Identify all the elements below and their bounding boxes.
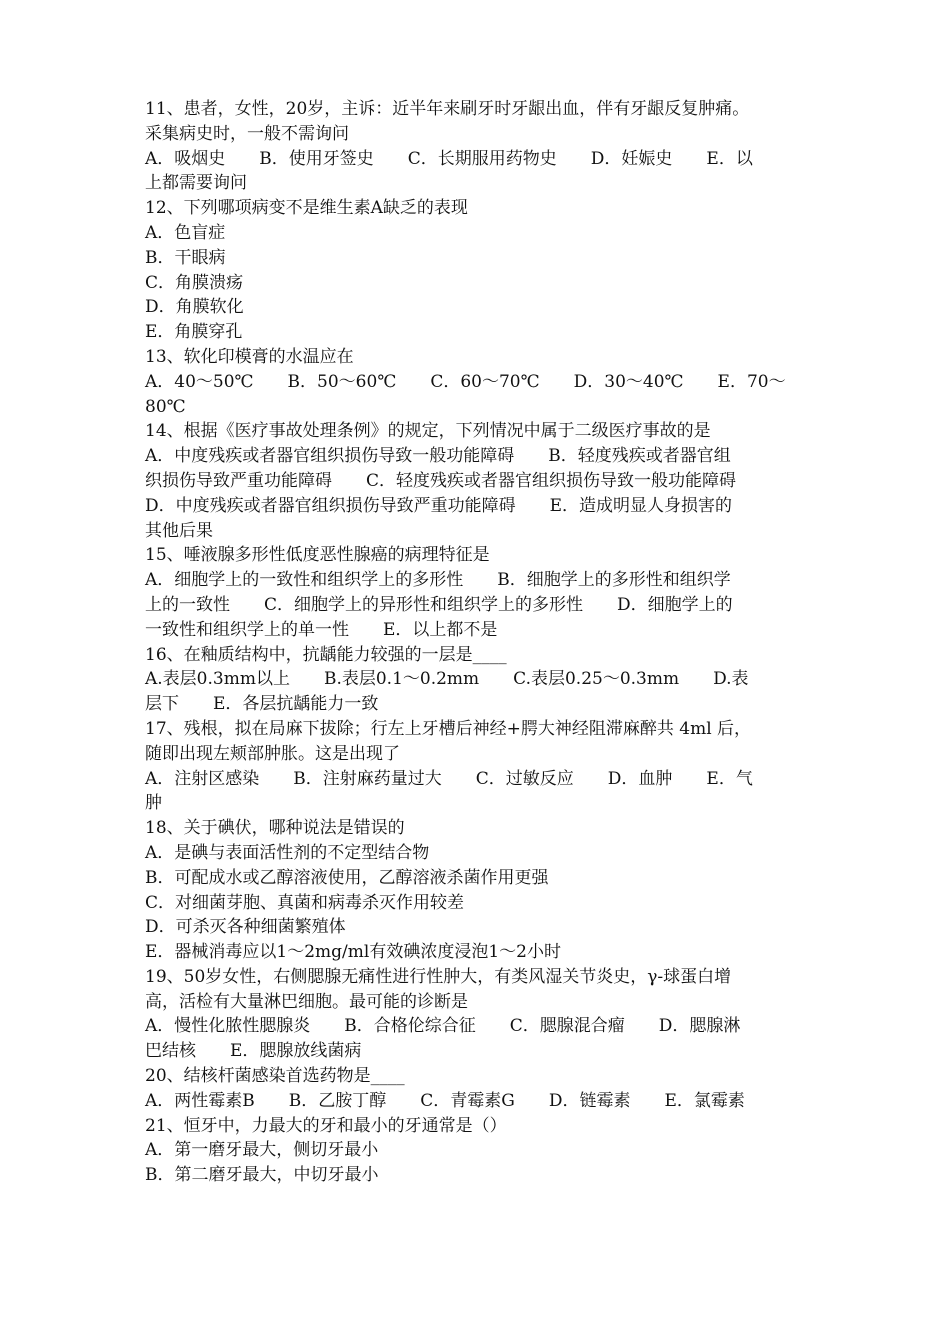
text-line: 织损伤导致严重功能障碍 C．轻度残疾或者器官组织损伤导致一般功能障碍 — [145, 470, 737, 491]
text-line: 采集病史时，一般不需询问 — [145, 123, 349, 144]
text-line: 18、关于碘伏，哪种说法是错误的 — [145, 818, 405, 839]
text-line: 80℃ — [145, 396, 186, 417]
text-line: 上都需要询问 — [145, 173, 247, 194]
text-line: B．可配成水或乙醇溶液使用，乙醇溶液杀菌作用更强 — [145, 867, 549, 888]
text-line: 12、下列哪项病变不是维生素A缺乏的表现 — [145, 198, 468, 219]
text-line: 巴结核 E．腮腺放线菌病 — [145, 1041, 362, 1062]
text-line: A．色盲症 — [145, 222, 226, 243]
text-line: A．是碘与表面活性剂的不定型结合物 — [145, 842, 430, 863]
document-page — [145, 97, 809, 1188]
text-line: 20、结核杆菌感染首选药物是____ — [145, 1066, 405, 1087]
text-line: A．两性霉素B B．乙胺丁醇 C．青霉素G D．链霉素 E．氯霉素 — [145, 1090, 745, 1111]
text-line: A．细胞学上的一致性和组织学上的多形性 B．细胞学上的多形性和组织学 — [145, 570, 731, 591]
text-line: D．角膜软化 — [145, 297, 244, 318]
text-line: A.表层0.3mm以上 B.表层0.1～0.2mm C.表层0.25～0.3mm D.表 — [145, 669, 749, 690]
text-line: 17、残根，拟在局麻下拔除；行左上牙槽后神经+腭大神经阻滞麻醉共 4ml 后， — [145, 718, 752, 739]
text-line: B．干眼病 — [145, 247, 226, 268]
text-line: 19、50岁女性，右侧腮腺无痛性进行性肿大，有类风湿关节炎史，γ-球蛋白增 — [145, 966, 732, 987]
text-line: 肿 — [145, 793, 162, 814]
text-line: D．可杀灭各种细菌繁殖体 — [145, 917, 346, 938]
text-line: 随即出现左颊部肿胀。这是出现了 — [145, 743, 400, 764]
text-line: E．角膜穿孔 — [145, 322, 243, 343]
text-line: D．中度残疾或者器官组织损伤导致严重功能障碍 E．造成明显人身损害的 — [145, 495, 733, 516]
text-line: B．第二磨牙最大，中切牙最小 — [145, 1165, 379, 1186]
text-line: C．角膜溃疡 — [145, 272, 244, 293]
text-line: A．吸烟史 B．使用牙签史 C．长期服用药物史 D．妊娠史 E．以 — [145, 148, 753, 169]
text-line: 上的一致性 C．细胞学上的异形性和组织学上的多形性 D．细胞学上的 — [145, 594, 733, 615]
text-line: A．40～50℃ B．50～60℃ C．60～70℃ D．30～40℃ E．70～ — [145, 371, 786, 392]
text-line: 一致性和组织学上的单一性 E．以上都不是 — [145, 619, 498, 640]
text-line: 14、根据《医疗事故处理条例》的规定，下列情况中属于二级医疗事故的是 — [145, 421, 711, 442]
text-line: 13、软化印模膏的水温应在 — [145, 346, 354, 367]
text-line: A．第一磨牙最大，侧切牙最小 — [145, 1140, 379, 1161]
text-line: 高，活检有大量淋巴细胞。最可能的诊断是 — [145, 991, 468, 1012]
text-line: 层下 E．各层抗龋能力一致 — [145, 694, 379, 715]
text-line: 其他后果 — [145, 520, 213, 541]
text-line: A．中度残疾或者器官组织损伤导致一般功能障碍 B．轻度残疾或者器官组 — [145, 446, 731, 467]
text-line: 15、唾液腺多形性低度恶性腺癌的病理特征是 — [145, 545, 490, 566]
text-line: C．对细菌芽胞、真菌和病毒杀灭作用较差 — [145, 892, 465, 913]
text-line: 11、患者，女性，20岁，主诉：近半年来刷牙时牙龈出血，伴有牙龈反复肿痛。 — [145, 99, 750, 119]
text-line: E．器械消毒应以1～2mg/ml有效碘浓度浸泡1～2小时 — [145, 942, 561, 963]
text-line: A．注射区感染 B．注射麻药量过大 C．过敏反应 D．血肿 E．气 — [145, 768, 753, 789]
text-line: 16、在釉质结构中，抗龋能力较强的一层是____ — [145, 644, 507, 665]
text-line: 21、恒牙中，力最大的牙和最小的牙通常是（） — [145, 1115, 507, 1136]
text-line: A．慢性化脓性腮腺炎 B．合格伦综合征 C．腮腺混合瘤 D．腮腺淋 — [145, 1016, 741, 1037]
